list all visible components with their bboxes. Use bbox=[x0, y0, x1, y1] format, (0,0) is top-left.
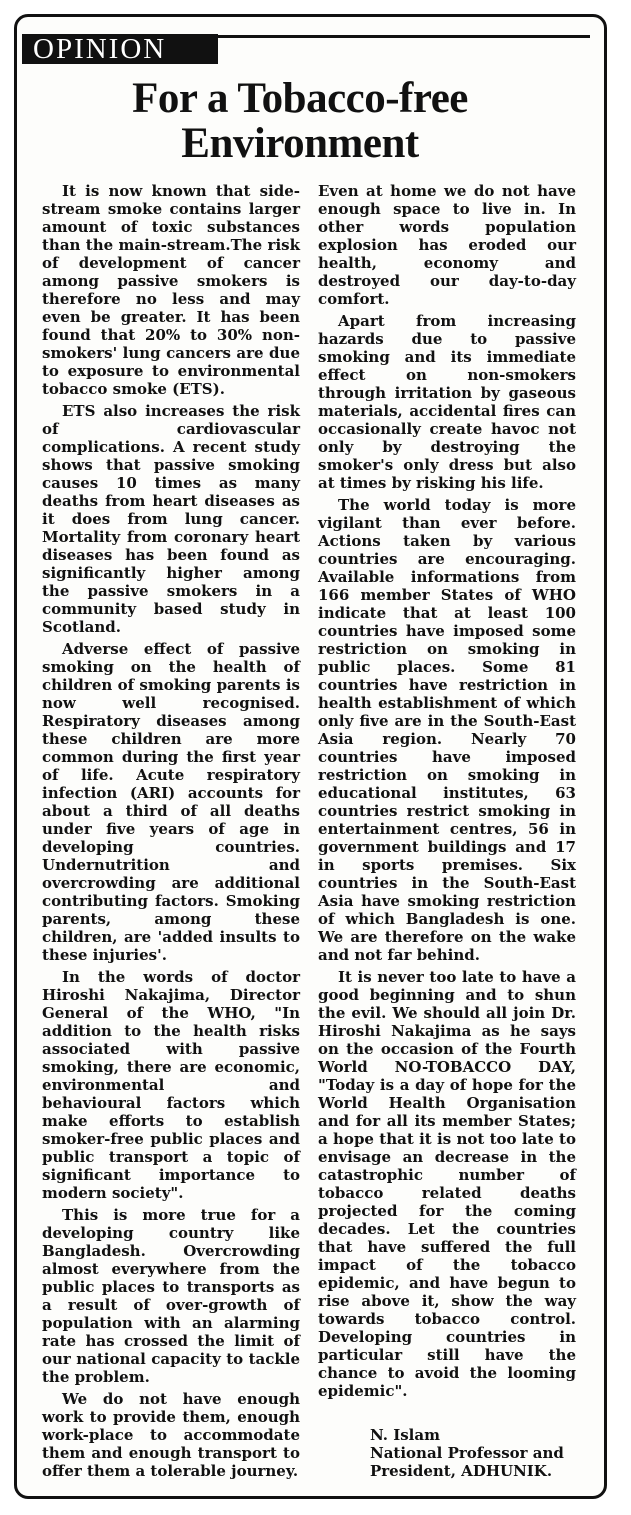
paragraph: Adverse effect of passive smoking on the health of children of smoking parents is now well recognised. Respiratory diseases among these children are more common during the first year of life. Acute respiratory infection (ARI) accounts for about a third of all deaths under five years of age in developing countries. Undernutrition and overcrowding are additional contributing factors. Smoking parents, among these children, are 'added insults to these injuries'. bbox=[42, 640, 300, 964]
right-column bbox=[318, 182, 576, 1400]
paragraph: This is more true for a developing country like Bangladesh. Overcrowding almost everywhere from the public places to transports as a result of over-growth of population with an alarming rate has crossed the limit of our national capacity to tackle the problem. bbox=[42, 1206, 300, 1386]
author-affiliation: President, ADHUNIK. bbox=[370, 1462, 553, 1480]
headline bbox=[30, 76, 570, 166]
author-name: N. Islam bbox=[370, 1426, 440, 1444]
paragraph: In the words of doctor Hiroshi Nakajima, Director General of the WHO, "In addition to the health risks associated with passive smoking, there are economic, environmental and behavioural factors which make efforts to establish smoker-free public places and public transport a topic of significant importance to modern society". bbox=[42, 968, 300, 1202]
section-kicker: OPINION bbox=[22, 34, 218, 64]
author-signature bbox=[370, 1426, 600, 1480]
paragraph: We do not have enough work to provide them, enough work-place to accommodate them and enough transport to offer them a tolerable journey. bbox=[42, 1390, 300, 1480]
left-column bbox=[42, 182, 300, 1484]
paragraph: ETS also increases the risk of cardiovascular complications. A recent study shows that passive smoking causes 10 times as many deaths from heart diseases as it does from lung cancer. Mortality from coronary heart diseases has been found as significantly higher among the passive smokers in a community based study in Scotland. bbox=[42, 402, 300, 636]
paragraph: Even at home we do not have enough space to live in. In other words population explosion has eroded our health, economy and destroyed our day-to-day comfort. bbox=[318, 182, 576, 308]
paragraph: Apart from increasing hazards due to passive smoking and its immediate effect on non-smokers through irritation by gaseous materials, accidental fires can occasionally create havoc not only by destroying the smoker's only dress but also at times by risking his life. bbox=[318, 312, 576, 492]
headline-line-2: Environment bbox=[181, 120, 419, 167]
author-title: National Professor and bbox=[370, 1444, 564, 1462]
paragraph: It is never too late to have a good beginning and to shun the evil. We should all join Dr. Hiroshi Nakajima as he says on the occasion of the Fourth World NO-TOBACCO DAY, "Today is a day of hope for the World Health Organisation and for all its member States; a hope that it is not too late to envisage an decrease in the catastrophic number of tobacco related deaths projected for the coming decades. Let the countries that have suffered the full impact of the tobacco epidemic, and have begun to rise above it, show the way towards tobacco control. Developing countries in particular still have the chance to avoid the looming epidemic". bbox=[318, 968, 576, 1400]
kicker-rule bbox=[218, 35, 590, 38]
paragraph: The world today is more vigilant than ever before. Actions taken by various countries are encouraging. Available informations from 166 member States of WHO indicate that at least 100 countries have imposed some restriction on smoking in public places. Some 81 countries have restriction in health establishment of which only five are in the South-East Asia region. Nearly 70 countries have imposed restriction on smoking in educational institutes, 63 countries restrict smoking in entertainment centres, 56 in government buildings and 17 in sports premises. Six countries in the South-East Asia have smoking restriction of which Bangladesh is one. We are therefore on the wake and not far behind. bbox=[318, 496, 576, 964]
headline-line-1: For a Tobacco-free bbox=[132, 75, 468, 122]
paragraph: It is now known that side-stream smoke contains larger amount of toxic substances than the main-stream.The risk of development of cancer among passive smokers is therefore no less and may even be greater. It has been found that 20% to 30% non-smokers' lung cancers are due to exposure to environmental tobacco smoke (ETS). bbox=[42, 182, 300, 398]
